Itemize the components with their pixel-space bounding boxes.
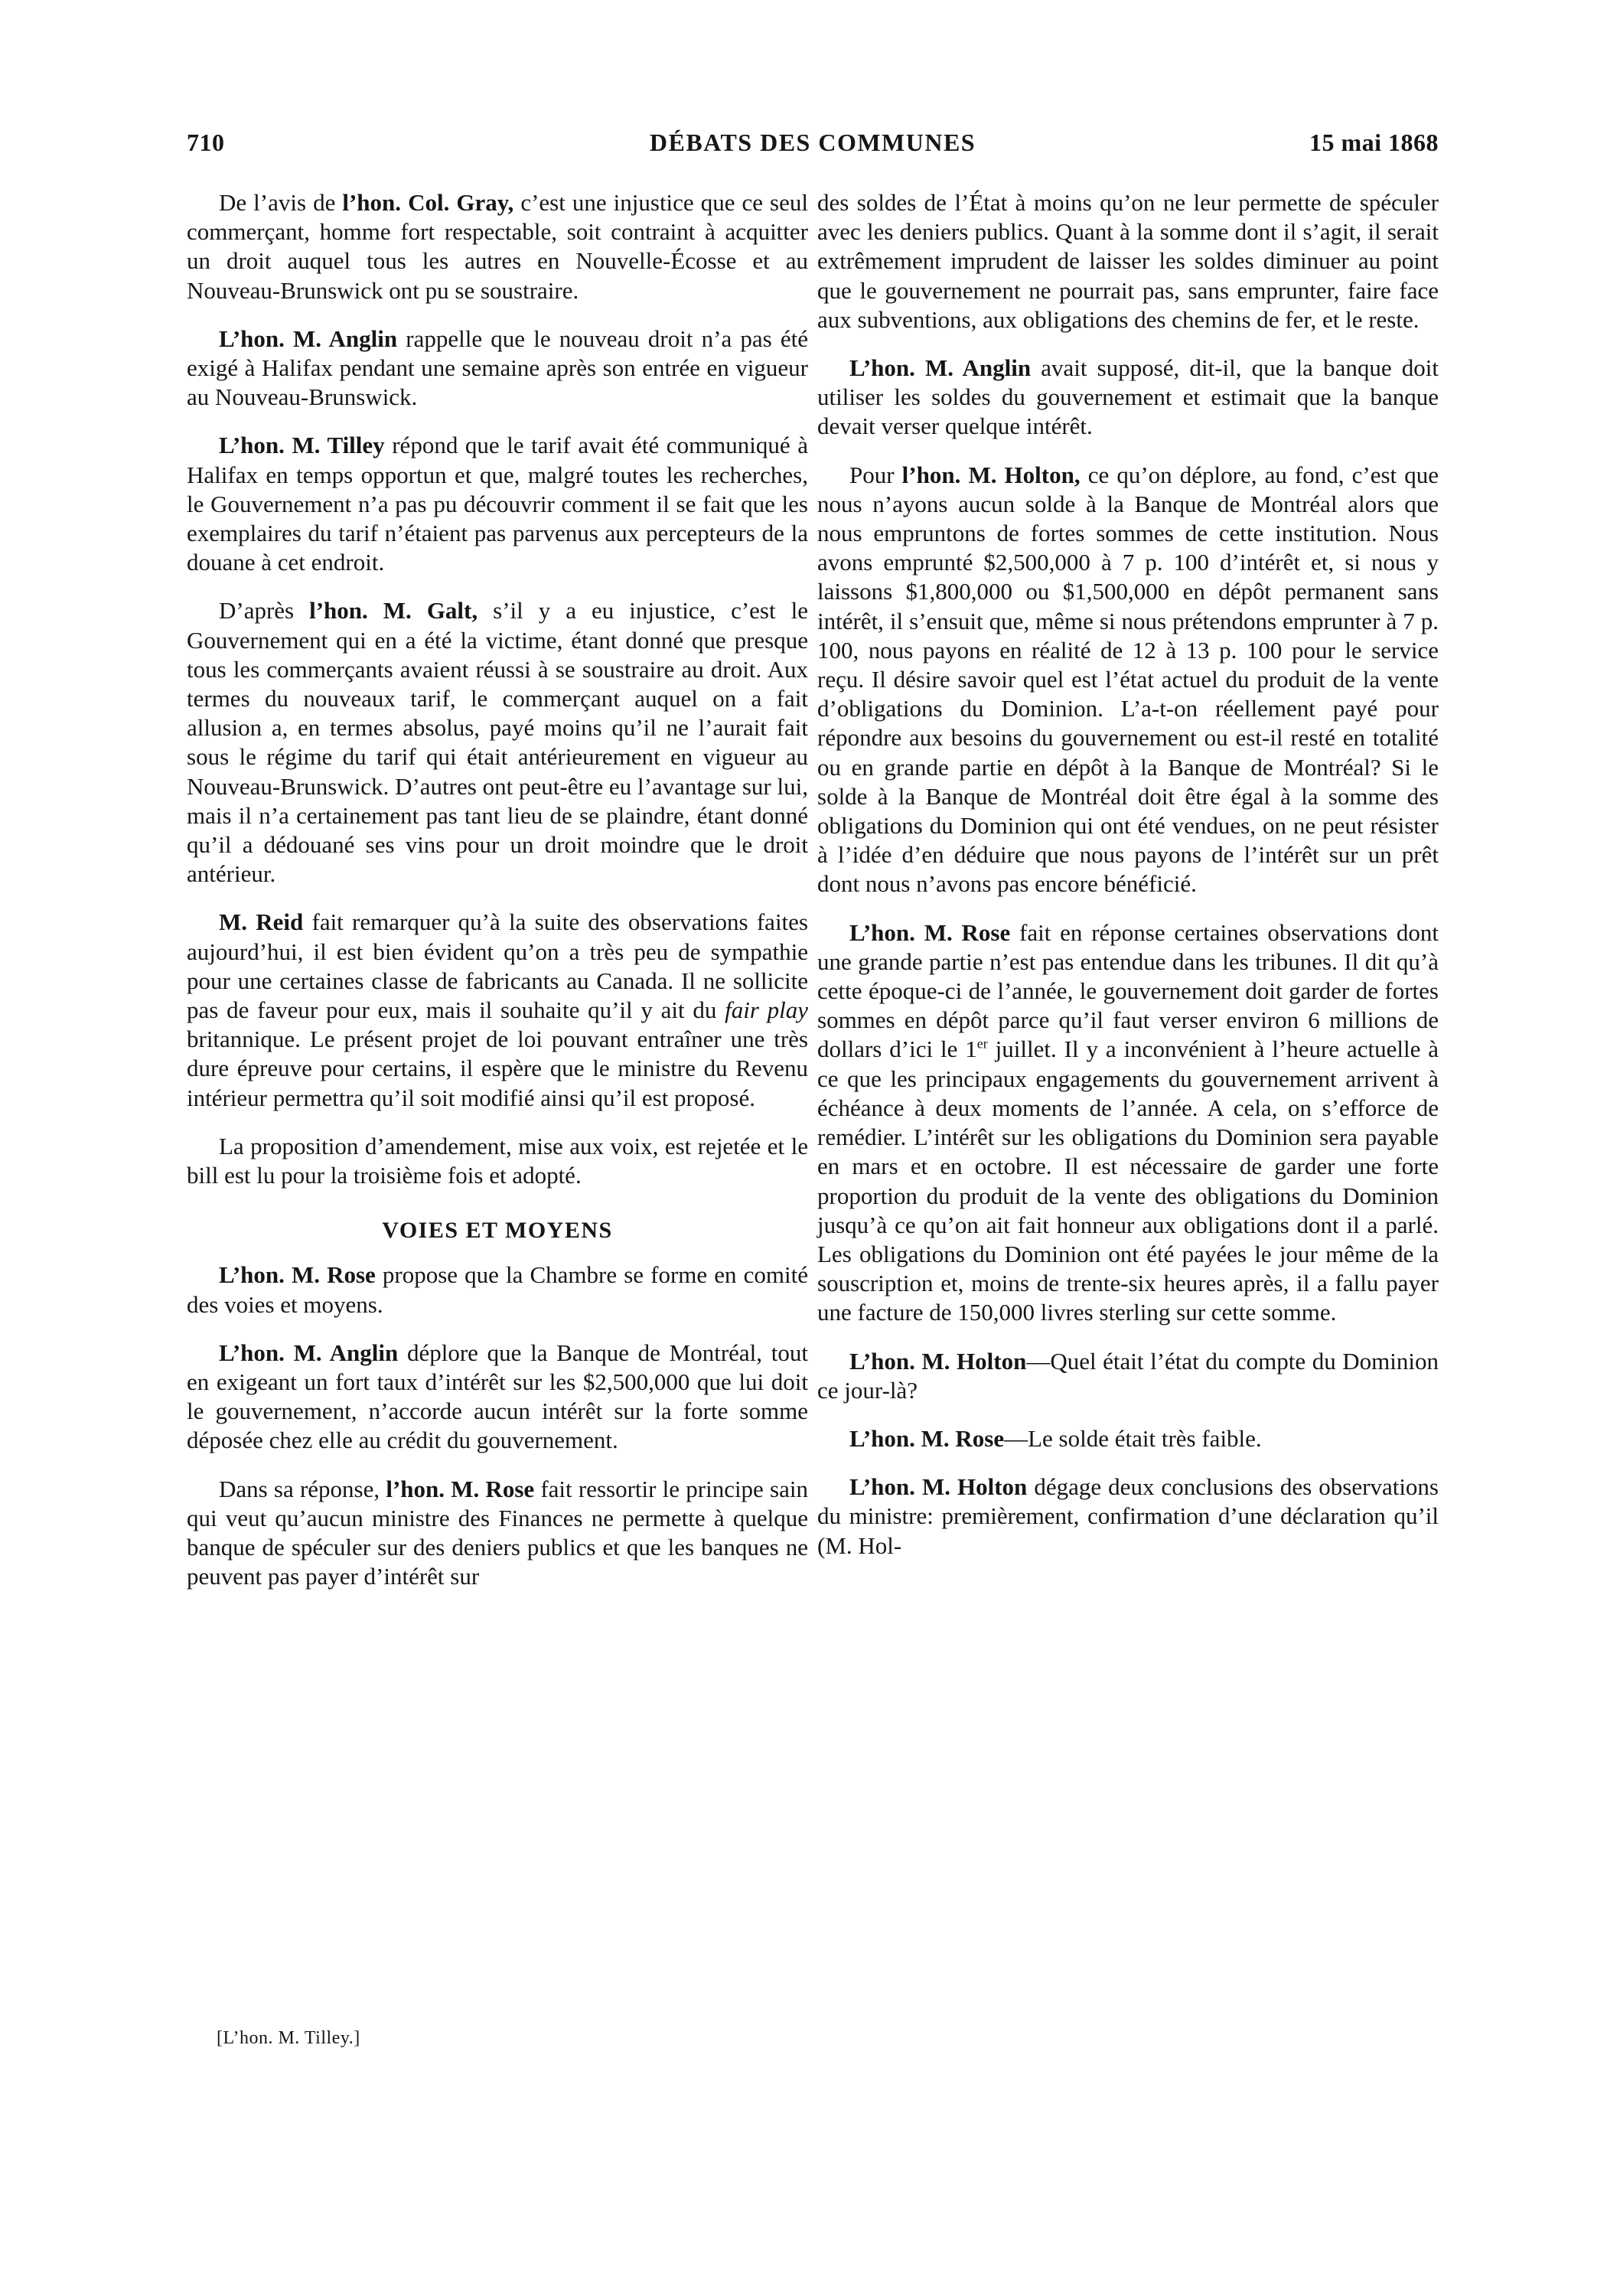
text-run: s’il y a eu injustice, c’est le Gouvernement qui en a été la victime, étant donné que presque tous les commerçants avaient réussi à se soustraire au droit. Aux termes du nouveaux tarif, le commerçant auquel on a fait allusion a, en termes absolus, payé moins qu’il ne l’aurait fait sous le régime du tarif qui était antérieurement en vigueur au Nouveau-Brunswick. D’autres ont peut-être eu l’avantage sur lui, mais il n’a certainement pas tant lieu de se plaindre, étant donné qu’il a dédouané ses vins pour un droit moindre que le droit antérieur. xyxy=(187,597,808,888)
superscript: er xyxy=(976,1036,988,1052)
speaker-name: l’hon. M. Holton, xyxy=(901,461,1081,488)
paragraph xyxy=(817,188,1439,334)
paragraph xyxy=(187,1261,808,1319)
paragraph xyxy=(817,354,1439,442)
page-date: 15 mai 1868 xyxy=(1309,129,1439,156)
text-run: D’après xyxy=(219,597,310,625)
publication-title: DÉBATS DES COMMUNES xyxy=(649,129,976,156)
text-run: La proposition d’amendement, mise aux voix, est rejetée et le bill est lu pour la troisième fois et adopté. xyxy=(187,1132,808,1189)
text-run: —Le solde était très faible. xyxy=(1004,1424,1262,1452)
paragraph xyxy=(187,1132,808,1190)
text-run: De l’avis de xyxy=(219,189,343,216)
speaker-name: L’hon. M. Anglin xyxy=(849,354,1032,382)
speaker-name: M. Reid xyxy=(219,908,304,936)
paragraph xyxy=(187,1339,808,1456)
text-run: c’est une injustice que ce seul commerçant, homme fort respectable, soit contraint à acquitter un droit auquel tous les autres en Nouvelle-Écosse et au Nouveau-Brunswick ont pu se soustraire. xyxy=(187,189,808,304)
text-run: rappelle que le nouveau droit n’a pas été exigé à Halifax pendant une semaine après son entrée en vigueur au Nouveau-Brunswick. xyxy=(187,325,809,411)
speaker-name: L’hon. M. Tilley xyxy=(219,432,385,459)
text-run: juillet. Il y a inconvénient à l’heure actuelle à ce que les principaux engagements du gouvernement arrivent à échéance à deux moments de l’année. A cela, on s’efforce de remédier. L’intérêt sur les obligations du Dominion sera payable en mars et en octobre. Il est nécessaire de garder une forte proportion du produit de la vente des obligations du Dominion jusqu’à ce qu’on ait fait honneur aux obligations dont il a parlé. Les obligations du Dominion ont été payées le jour même de la souscription et, moins de trente-six heures après, il a fallu payer une facture de 150,000 livres sterling sur cette somme. xyxy=(817,1035,1439,1326)
text-run: Dans sa réponse, xyxy=(219,1475,386,1502)
paragraph xyxy=(817,1424,1439,1453)
paragraph xyxy=(187,188,808,305)
text-run: déplore que la Banque de Montréal, tout en exigeant un fort taux d’intérêt sur les $2,500,000 que lui doit le gouvernement, n’accorde aucun intérêt sur la forte somme déposée chez elle au crédit du gouvernement. xyxy=(187,1339,809,1454)
speaker-name: L’hon. M. Anglin xyxy=(219,1339,399,1366)
paragraph xyxy=(817,1347,1439,1405)
paragraph xyxy=(187,596,808,889)
speaker-name: L’hon. M. Rose xyxy=(849,1424,1005,1452)
speaker-name: L’hon. M. Holton xyxy=(849,1473,1028,1501)
speaker-name: l’hon. M. Rose xyxy=(386,1475,535,1502)
left-column xyxy=(187,188,808,1610)
page-header xyxy=(187,129,1439,167)
speaker-name: L’hon. M. Rose xyxy=(849,918,1011,946)
paragraph xyxy=(817,918,1439,1328)
right-column xyxy=(817,188,1439,1580)
text-run: Pour xyxy=(849,461,902,488)
paragraph xyxy=(817,1473,1439,1561)
text-run: des soldes de l’État à moins qu’on ne leur permette de spéculer avec les deniers publics. Quant à la somme dont il s’agit, il serait extrêmement imprudent de laisser les soldes diminuer au point que le gouvernement ne pourrait pas, sans emprunter, faire face aux subventions, aux obligations des chemins de fer, et le reste. xyxy=(817,189,1439,333)
section-heading: VOIES ET MOYENS xyxy=(382,1218,613,1244)
text-run: répond que le tarif avait été communiqué à Halifax en temps opportun et que, malgré toutes les recherches, le Gouvernement n’a pas pu découvrir comment il se fait que les exemplaires du tarif n’étaient pas parvenus aux percepteurs de la douane à cet endroit. xyxy=(187,432,808,576)
text-run: —Quel était l’état du compte du Dominion ce jour-là? xyxy=(817,1347,1439,1404)
paragraph xyxy=(187,431,808,577)
speaker-name: l’hon. M. Galt, xyxy=(309,597,478,625)
text-run: propose que la Chambre se forme en comité des voies et moyens. xyxy=(187,1261,808,1318)
page-number: 710 xyxy=(187,129,225,156)
italic-phrase: fair play xyxy=(725,996,808,1024)
text-run: dégage deux conclusions des observations du ministre: premièrement, confirmation d’une déclaration qu’il (M. Hol- xyxy=(817,1473,1439,1559)
text-run: britannique. Le présent projet de loi pouvant entraîner une très dure épreuve pour certains, il espère que le ministre du Revenu intérieur permettra qu’il soit modifié ainsi qu’il est proposé. xyxy=(187,1026,808,1111)
text-run: ce qu’on déplore, au fond, c’est que nous n’ayons aucun solde à la Banque de Montréal alors que nous empruntons de fortes sommes de cette institution. Nous avons emprunté $2,500,000 à 7 p. 100 d’intérêt et, si nous y laissons $1,800,000 ou $1,500,000 en dépôt permanent sans intérêt, il s’ensuit que, même si nous prétendons emprunter à 7 p. 100, nous payons en réalité de 12 à 13 p. 100 pour le service reçu. Il désire savoir quel est l’état actuel du produit de la vente d’obligations du Dominion. L’a-t-on réellement payé pour répondre aux besoins du gouvernement ou est-il resté en totalité ou en grande partie en dépôt à la Banque de Montréal? Si le solde à la Banque de Montréal doit être égal à la somme des obligations du Dominion qui ont été vendues, on ne peut résister à l’idée d’en déduire que nous payons de l’intérêt sur un prêt dont nous n’avons pas encore bénéficié. xyxy=(817,461,1439,898)
speaker-name: L’hon. M. Rose xyxy=(219,1261,376,1289)
text-run: fait ressortir le principe sain qui veut qu’aucun ministre des Finances ne permette à quelque banque de spéculer sur des deniers publics et que les banques ne peuvent pas payer d’intérêt sur xyxy=(187,1475,808,1590)
paragraph xyxy=(817,461,1439,899)
paragraph xyxy=(187,325,808,413)
text-run: fait remarquer qu’à la suite des observations faites aujourd’hui, il est bien évident qu’on a très peu de sympathie pour une certaines classe de fabricants au Canada. Il ne sollicite pas de faveur pour eux, mais il souhaite qu’il y ait du xyxy=(187,908,808,1024)
speaker-name: l’hon. Col. Gray, xyxy=(342,189,514,216)
paragraph xyxy=(187,908,808,1112)
text-run: fait en réponse certaines observations dont une grande partie n’est pas entendue dans les tribunes. Il dit qu’à cette époque-ci de l’année, le gouvernement doit garder de fortes sommes en dépôt parce qu’il faut verser environ 6 millions de dollars d’ici le 1 xyxy=(817,918,1439,1063)
speaker-footnote: [L’hon. M. Tilley.] xyxy=(217,2028,360,2048)
speaker-name: L’hon. M. Anglin xyxy=(219,325,398,352)
speaker-name: L’hon. M. Holton xyxy=(849,1347,1027,1375)
paragraph xyxy=(187,1475,808,1592)
text-run: avait supposé, dit-il, que la banque doit utiliser les soldes du gouvernement et estimait que la banque devait verser quelque intérêt. xyxy=(817,354,1439,440)
